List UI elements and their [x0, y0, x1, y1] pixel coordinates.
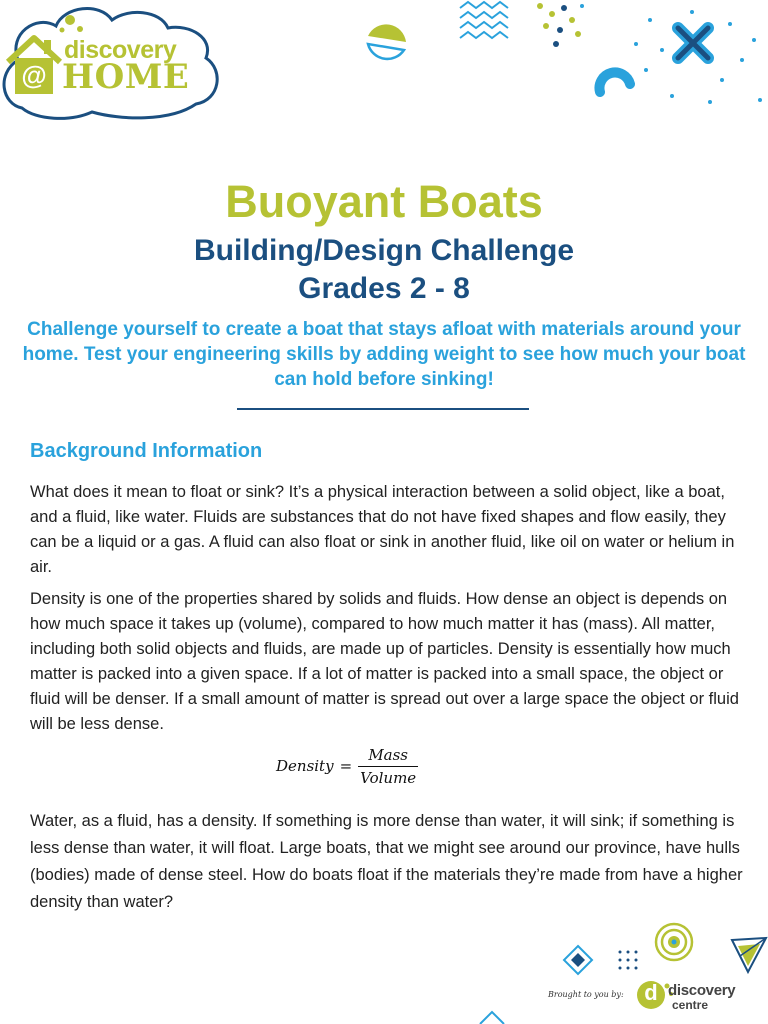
paragraph-float-sink: What does it mean to float or sink? It’s a physical interaction between a solid object, like a boat, and a fluid, like water. Fluids are substances that do not have fixed shapes and flow easily, they can be a liquid or a gas. A fluid can also float or sink in another fluid, like oil on water or helium in air. [30, 483, 735, 576]
page-title: Buoyant Boats [225, 176, 543, 227]
partner-logo-mark: d [644, 980, 658, 1005]
half-circle-icon [368, 24, 406, 59]
scatter-dots [634, 10, 762, 104]
formula-lhs: Density [276, 757, 334, 775]
density-formula [276, 745, 418, 787]
formula-fraction [358, 746, 418, 787]
footer-chevron [480, 1012, 504, 1024]
formula-denominator: Volume [358, 766, 418, 787]
concentric-circles-icon [656, 924, 692, 960]
header-decoration [350, 0, 768, 140]
logo-at-symbol: @ [21, 60, 47, 90]
diamond-icon [564, 946, 592, 974]
paragraph-density: Density is one of the properties shared by solids and fluids. How dense an object is depends on how much space it takes up (volume), compared to how much matter it has (mass). All matter, including both solid objects and fluids, are made up of particles. Density is essentially how much matter is packed into a given space. If a lot of matter is packed into a small space, the object or fluid will be denser. If a small amount of matter is spread out over a large space the object or fluid will be less dense. [30, 590, 739, 733]
subtitle-grades: Grades 2 - 8 [298, 272, 470, 305]
paragraph-water-density: Water, as a fluid, has a density. If something is more dense than water, it will sink; if something is less dense than water, it will float. Large boats, that we might see around our province, have hulls (bodies) made of dense steel. How do boats float if the materials they’re made from have a higher density than water? [30, 812, 743, 911]
formula-numerator: Mass [368, 745, 409, 764]
intro-divider [237, 408, 529, 410]
x-mark-icon [678, 28, 708, 58]
section-heading-background: Background Information [30, 440, 263, 462]
formula-equals: = [339, 757, 353, 775]
intro-text: Challenge yourself to create a boat that stays afloat with materials around your home. Test your engineering skills by adding weight to see how much your boat can hold before sinking! [22, 319, 746, 390]
footer-dots [619, 951, 638, 970]
arc-icon [599, 72, 630, 92]
logo-text-discovery: discovery [64, 36, 177, 64]
partner-name-discovery: discovery [668, 982, 736, 999]
partner-name-centre: centre [672, 998, 709, 1012]
triangle-icon [732, 938, 766, 972]
footer-decoration [470, 920, 768, 1024]
dots-pattern [537, 3, 584, 47]
subtitle-challenge: Building/Design Challenge [193, 234, 575, 267]
zigzag-icon [460, 2, 508, 38]
brought-to-you-label: Brought to you by: [548, 990, 624, 999]
logo-text-home: HOME [62, 57, 190, 97]
